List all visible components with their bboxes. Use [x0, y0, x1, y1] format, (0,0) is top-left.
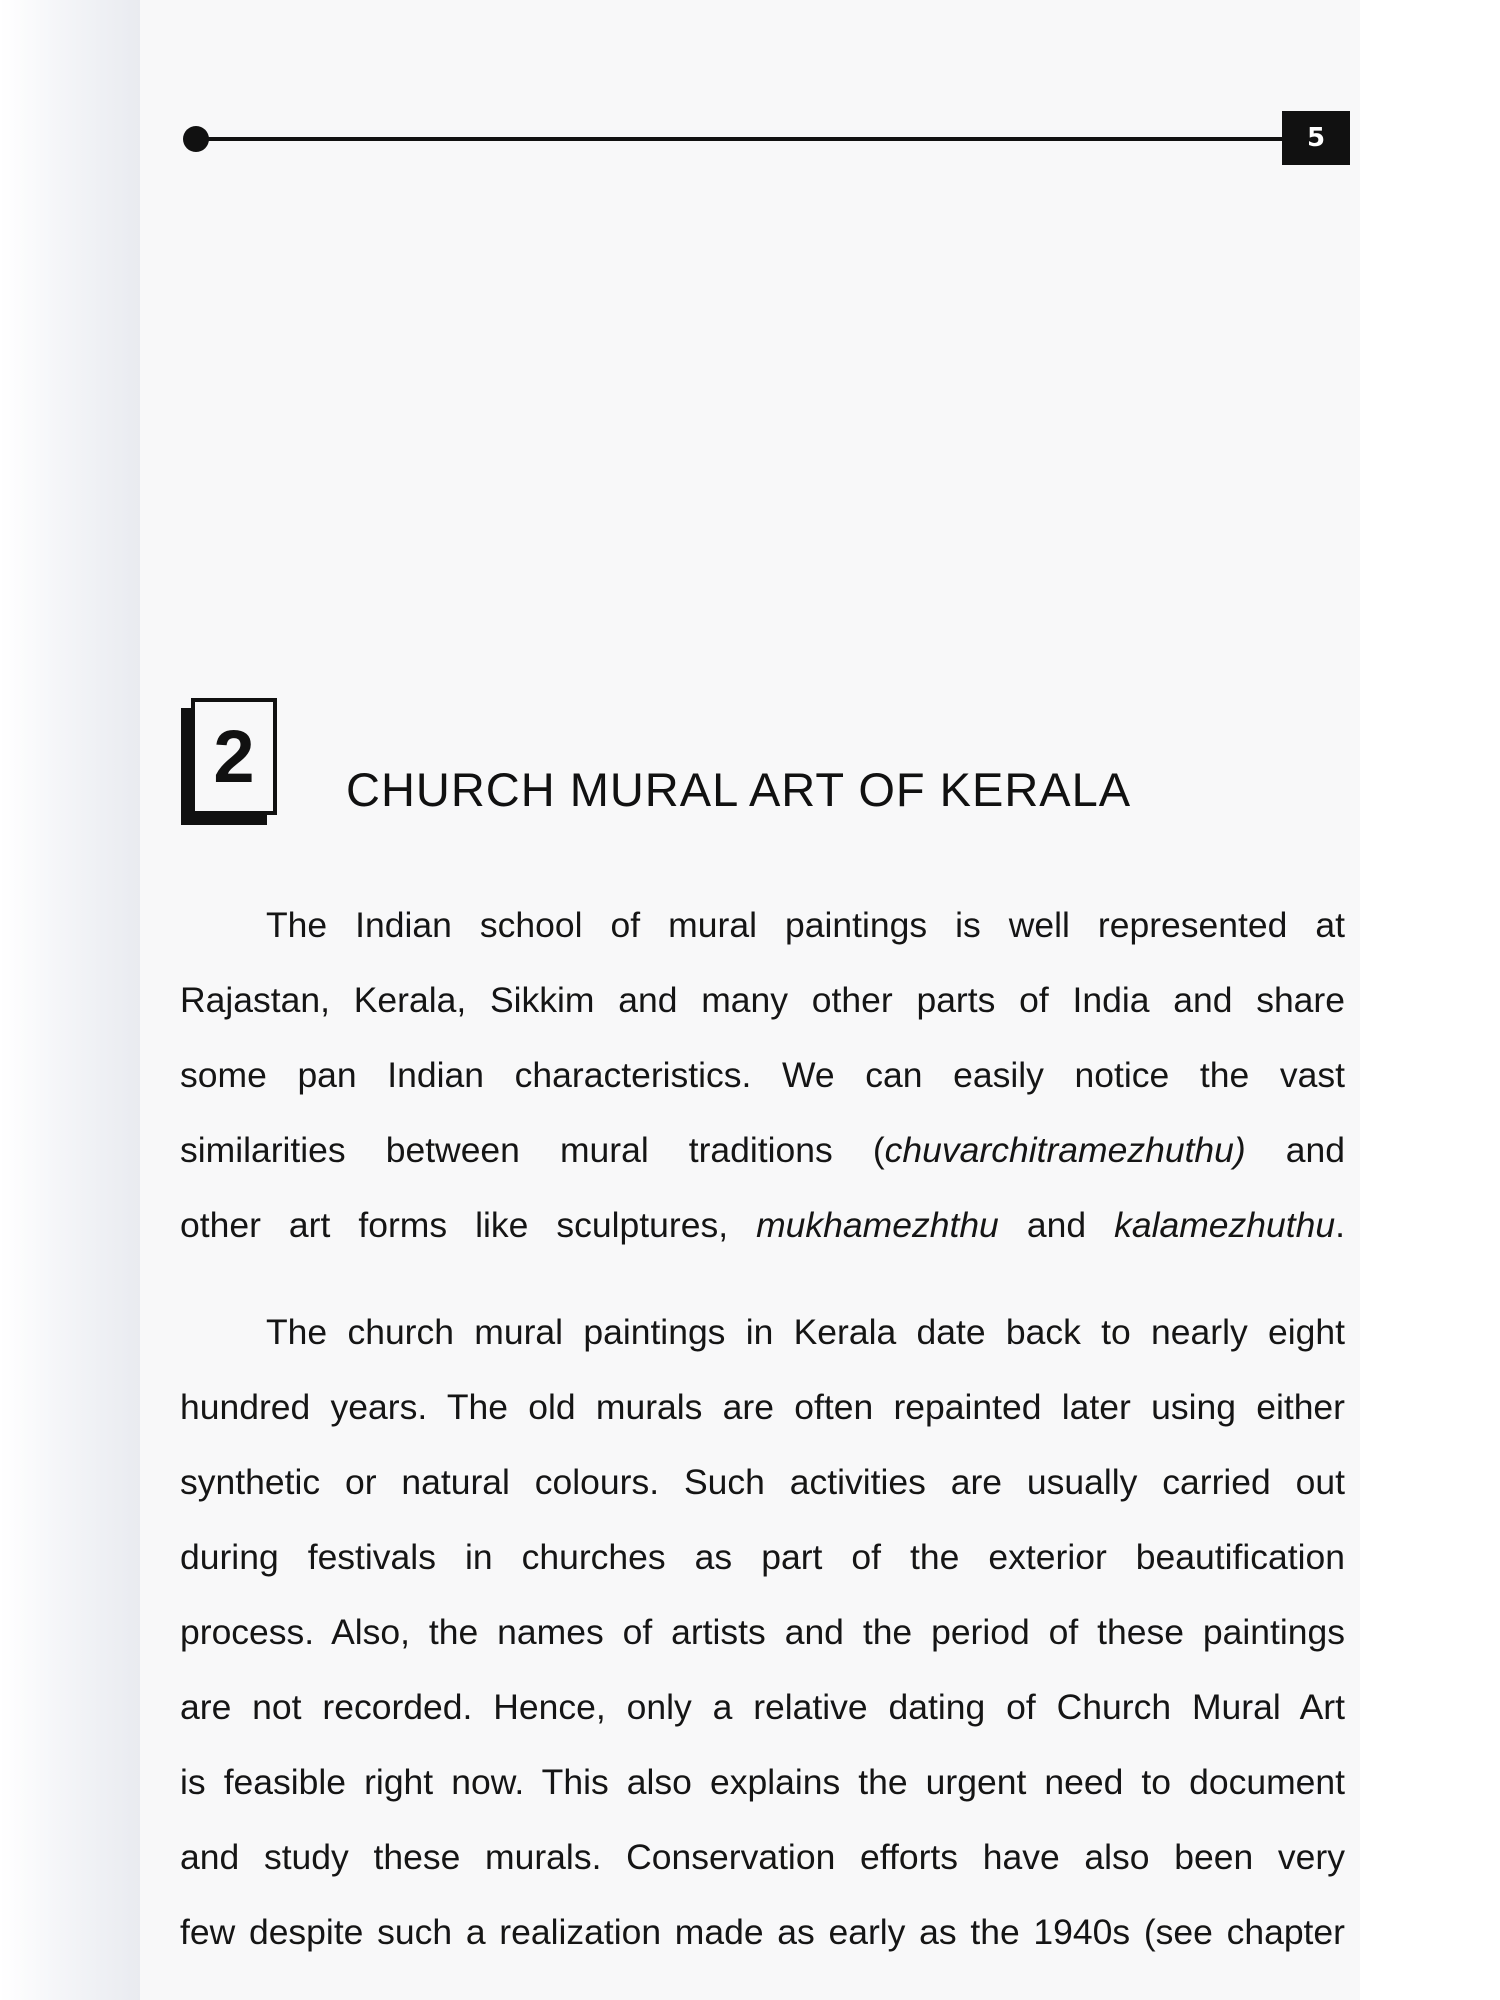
- paragraph-line: The church mural paintings in Kerala date back to nearly eight: [266, 1312, 1345, 1352]
- paragraph-line: is feasible right now. This also explains the urgent need to document: [180, 1762, 1345, 1802]
- italic-term: kalamezhuthu: [1114, 1205, 1336, 1245]
- paragraph-line: are not recorded. Hence, only a relative dating of Church Mural Art: [180, 1687, 1345, 1727]
- paragraph-line: few despite such a realization made as early as the 1940s (see chapter: [180, 1912, 1345, 1952]
- paragraph-line: hundred years. The old murals are often repainted later using either: [180, 1387, 1345, 1427]
- paragraph-2: [180, 1295, 1345, 1970]
- text-run: similarities between mural traditions (: [180, 1130, 885, 1170]
- chapter-title: CHURCH MURAL ART OF KERALA: [346, 763, 1132, 816]
- text-run: and: [1245, 1130, 1346, 1170]
- paragraph-line: and study these murals. Conservation efforts have also been very: [180, 1837, 1345, 1877]
- page-gutter: [0, 0, 140, 2000]
- chapter-number: 2: [191, 698, 277, 815]
- paragraph-line: process. Also, the names of artists and the period of these paintings: [180, 1612, 1345, 1652]
- header-rule: [200, 137, 1290, 141]
- text-run: other art forms like sculptures,: [180, 1205, 757, 1245]
- italic-term: chuvarchitramezhuthu): [884, 1130, 1246, 1170]
- paragraph-line: [180, 1113, 1345, 1188]
- text-run: and: [998, 1205, 1115, 1245]
- paragraph-line: during festivals in churches as part of the exterior beautification: [180, 1537, 1345, 1577]
- paragraph-line: synthetic or natural colours. Such activities are usually carried out: [180, 1462, 1345, 1502]
- italic-term: mukhamezhthu: [756, 1205, 999, 1245]
- paragraph-1: [180, 888, 1345, 1263]
- paragraph-line: some pan Indian characteristics. We can easily notice the vast: [180, 1055, 1345, 1095]
- text-run: .: [1335, 1205, 1345, 1245]
- page-number: 5: [1282, 111, 1350, 165]
- paragraph-line: Rajastan, Kerala, Sikkim and many other parts of India and share: [180, 980, 1345, 1020]
- paragraph-line: [180, 1188, 1345, 1263]
- paragraph-line: The Indian school of mural paintings is well represented at: [266, 905, 1345, 945]
